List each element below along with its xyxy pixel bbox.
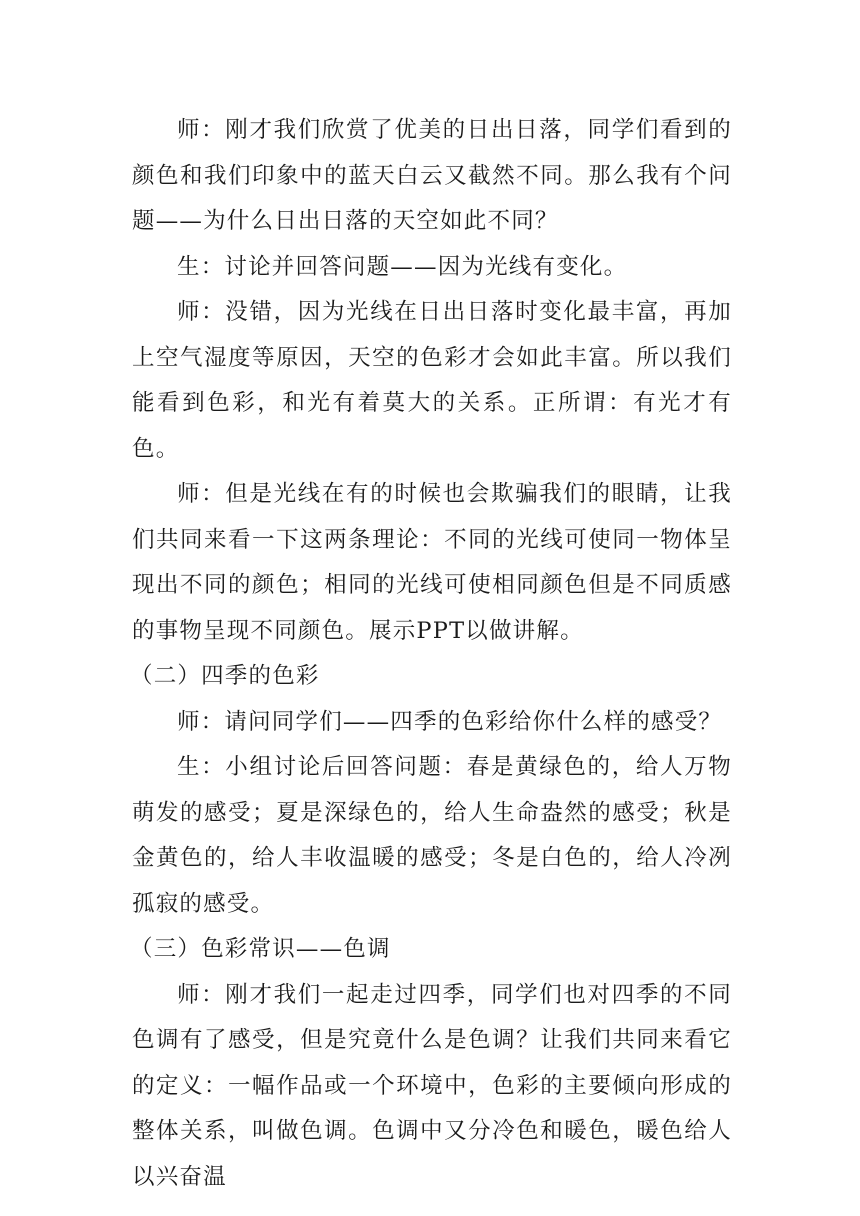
- paragraph-teacher-light-theory: 师：但是光线在有的时候也会欺骗我们的眼睛，让我们共同来看一下这两条理论：不同的光线可使同一物体呈现出不同的颜色；相同的光线可使相同颜色但是不同质感的事物呈现不同颜色。展示PPT以做讲解。: [132, 481, 732, 644]
- section-heading-seasons: （二）四季的色彩: [130, 663, 320, 689]
- paragraph-teacher-seasons-question: 师：请问同学们——四季的色彩给你什么样的感受？: [177, 708, 723, 735]
- document-body: [132, 108, 732, 1200]
- paragraph-student-seasons-answer: 生：小组讨论后回答问题：春是黄绿色的，给人万物萌发的感受；夏是深绿色的，给人生命盎然的感受；秋是金黄色的，给人丰收温暖的感受；冬是白色的，给人冷冽孤寂的感受。: [132, 754, 732, 917]
- paragraph-student-answer-light: 生：讨论并回答问题——因为光线有变化。: [177, 253, 628, 280]
- paragraph-teacher-light-explanation: 师：没错，因为光线在日出日落时变化最丰富，再加上空气湿度等原因，天空的色彩才会如此丰富。所以我们能看到色彩，和光有着莫大的关系。正所谓：有光才有色。: [132, 299, 732, 462]
- section-heading-color-tone: （三）色彩常识——色调: [130, 936, 391, 962]
- paragraph-teacher-sunrise-question: 师：刚才我们欣赏了优美的日出日落，同学们看到的颜色和我们印象中的蓝天白云又截然不同。那么我有个问题——为什么日出日落的天空如此不同？: [132, 117, 732, 234]
- paragraph-teacher-color-tone-definition: 师：刚才我们一起走过四季，同学们也对四季的不同色调有了感受，但是究竟什么是色调？让我们共同来看它的定义：一幅作品或一个环境中，色彩的主要倾向形成的整体关系，叫做色调。色调中又分冷色和暖色，暖色给人以兴奋温: [132, 981, 732, 1190]
